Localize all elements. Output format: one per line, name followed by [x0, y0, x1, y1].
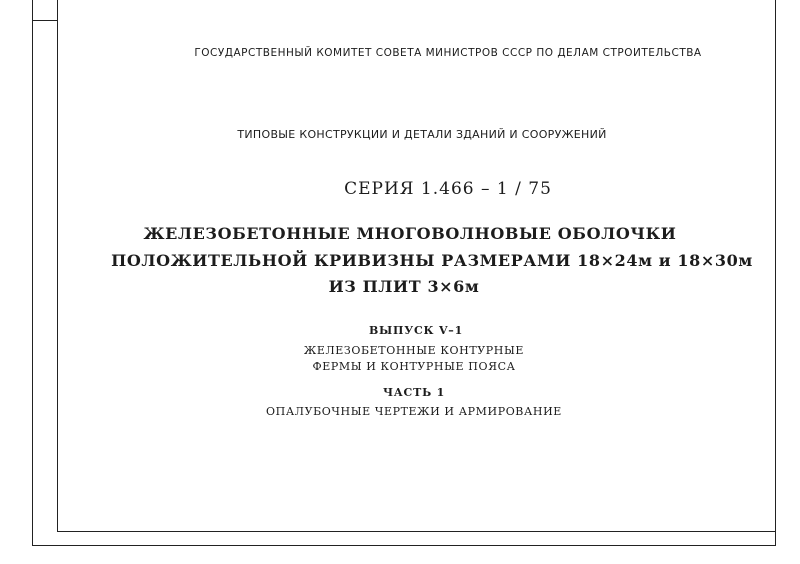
part-subtitle: ОПАЛУБОЧНЫЕ ЧЕРТЕЖИ И АРМИРОВАНИЕ	[266, 405, 562, 418]
title-line-1: ЖЕЛЕЗОБЕТОННЫЕ МНОГОВОЛНОВЫЕ ОБОЛОЧКИ	[143, 224, 677, 243]
page-frame-tick	[32, 20, 58, 21]
title-line-3: ИЗ ПЛИТ 3×6м	[328, 277, 480, 296]
title-line-2: ПОЛОЖИТЕЛЬНОЙ КРИВИЗНЫ РАЗМЕРАМИ 18×24м и 18×30м	[111, 251, 753, 270]
page-frame-inner-bottom	[57, 531, 775, 532]
series-number: СЕРИЯ 1.466 – 1 / 75	[344, 179, 552, 199]
part-number: ЧАСТЬ 1	[382, 386, 446, 399]
page-frame-outer	[32, 0, 776, 546]
ministry-heading: ГОСУДАРСТВЕННЫЙ КОМИТЕТ СОВЕТА МИНИСТРОВ СССР ПО ДЕЛАМ СТРОИТЕЛЬСТВА	[194, 47, 702, 59]
collection-heading: ТИПОВЫЕ КОНСТРУКЦИИ И ДЕТАЛИ ЗДАНИЙ И СООРУЖЕНИЙ	[237, 128, 607, 141]
issue-subtitle-line-2: ФЕРМЫ И КОНТУРНЫЕ ПОЯСА	[312, 360, 516, 373]
issue-number: ВЫПУСК V–1	[368, 324, 464, 337]
issue-subtitle-line-1: ЖЕЛЕЗОБЕТОННЫЕ КОНТУРНЫЕ	[303, 344, 525, 357]
